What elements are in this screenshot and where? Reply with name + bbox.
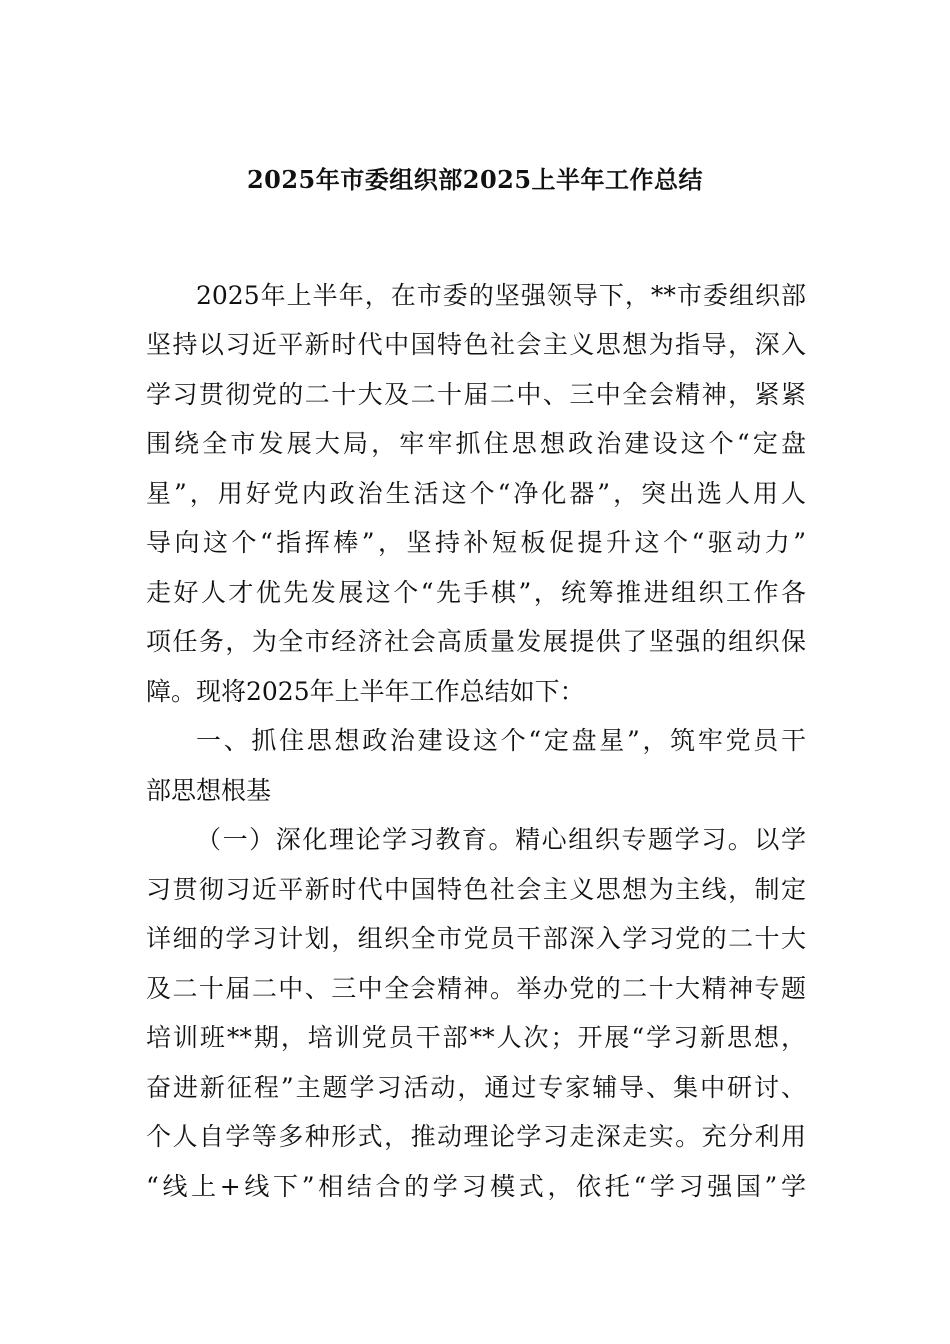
section-heading-line: 一、抓住思想政治建设这个“定盘星”，筑牢党员干 [196, 726, 806, 755]
paragraph-line: 详细的学习计划，组织全市党员干部深入学习党的二十大 [146, 924, 806, 953]
paragraph-line: （一）深化理论学习教育。精心组织专题学习。以学 [196, 825, 806, 854]
paragraph-line: 及二十届二中、三中全会精神。举办党的二十大精神专题 [146, 974, 806, 1003]
paragraph-line: 奋进新征程”主题学习活动，通过专家辅导、集中研讨、 [146, 1073, 806, 1102]
paragraph-line: 走好人才优先发展这个“先手棋”，统筹推进组织工作各 [146, 578, 806, 607]
paragraph-line: 围绕全市发展大局，牢牢抓住思想政治建设这个“定盘 [146, 429, 806, 458]
paragraph-line: 习贯彻习近平新时代中国特色社会主义思想为主线，制定 [146, 875, 806, 904]
paragraph-line: 个人自学等多种形式，推动理论学习走深走实。充分利用 [146, 1122, 806, 1151]
paragraph-line: 导向这个“指挥棒”，坚持补短板促提升这个“驱动力” [146, 528, 806, 557]
paragraph-line: 坚持以习近平新时代中国特色社会主义思想为指导，深入 [146, 330, 806, 359]
section-heading-line: 部思想根基 [146, 776, 272, 805]
paragraph-line: 2025年上半年，在市委的坚强领导下，**市委组织部 [196, 281, 806, 310]
paragraph-line: 培训班**期，培训党员干部**人次；开展“学习新思想， [146, 1023, 806, 1052]
paragraph-line: 项任务，为全市经济社会高质量发展提供了坚强的组织保 [146, 627, 806, 656]
paragraph-line: 星”，用好党内政治生活这个“净化器”，突出选人用人 [146, 479, 806, 508]
paragraph-line: 障。现将2025年上半年工作总结如下： [146, 677, 585, 706]
paragraph-line: “线上+线下”相结合的学习模式，依托“学习强国”学 [146, 1172, 806, 1201]
paragraph-line: 学习贯彻党的二十大及二十届二中、三中全会精神，紧紧 [146, 380, 806, 409]
document-title: 2025年市委组织部2025上半年工作总结 [246, 165, 704, 194]
